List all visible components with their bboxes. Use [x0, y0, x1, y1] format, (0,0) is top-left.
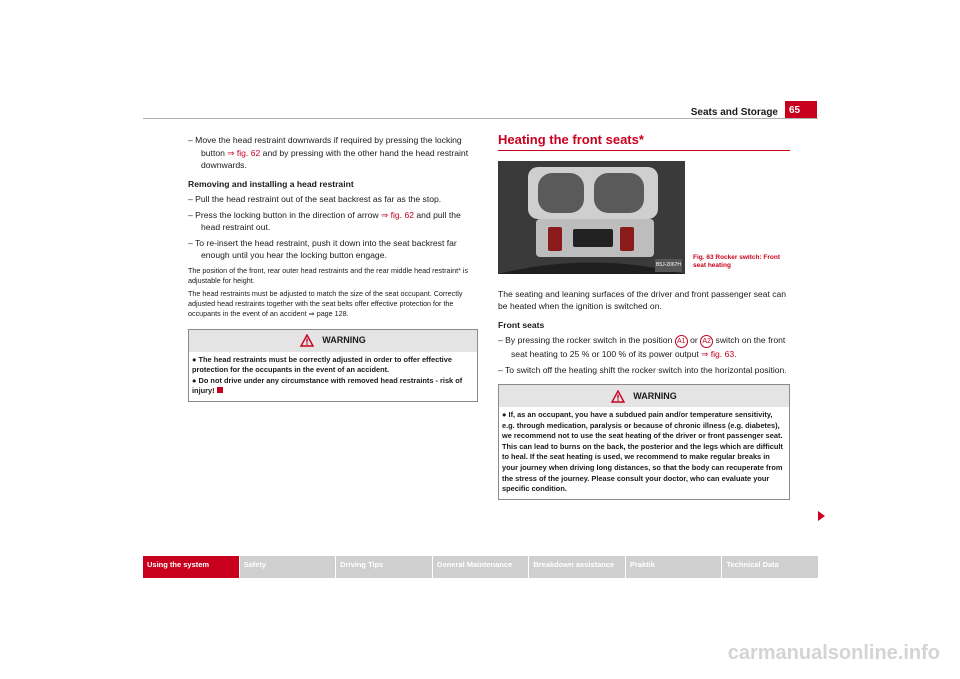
- warning-bullet: ● Do not drive under any circumstance with removed head restraints - risk of injury!: [192, 375, 463, 396]
- intro-paragraph: The seating and leaning surfaces of the driver and front passenger seat can be heated when the ignition is switched on.: [498, 288, 787, 311]
- warning-box: [498, 384, 790, 500]
- instruction-item: – To re-insert the head restraint, push it down into the seat backrest far enough until you hear the locking button engage.: [188, 237, 457, 260]
- tab-using-the-system[interactable]: Using the system: [143, 556, 239, 578]
- note-paragraph: The head restraints must be adjusted to match the size of the seat occupant. Correctly adjusted head restraints together with the seat belts offer effective protection for the occupants in the event of an accident ⇒ page 128.: [188, 288, 463, 318]
- instruction-item: – Pull the head restraint out of the seat backrest as far as the stop.: [188, 194, 442, 204]
- figure-code: B5J-2067H: [655, 259, 682, 272]
- next-page-arrow-icon: [818, 511, 825, 521]
- fig-link[interactable]: ⇒ fig. 63: [701, 349, 735, 359]
- warning-title: WARNING: [322, 335, 366, 346]
- tab-general-maintenance[interactable]: General Maintenance: [432, 556, 529, 578]
- right-column: [498, 134, 790, 500]
- running-header-title: Seats and Storage: [690, 107, 778, 118]
- warning-header: [499, 385, 789, 407]
- fig-link[interactable]: ⇒ fig. 62: [381, 209, 414, 220]
- header-rule: [143, 118, 818, 119]
- warning-triangle-icon: [300, 334, 314, 347]
- instruction-item: – To switch off the heating shift the rocker switch into the horizontal position.: [498, 364, 787, 375]
- tab-safety[interactable]: Safety: [239, 556, 336, 578]
- end-mark-icon: [217, 387, 223, 393]
- instruction-item: – Move the head restraint downwards if required by pressing the locking button ⇒ fig. 62 and by pressing with the other hand the head restraint downwards.: [188, 135, 469, 170]
- section-title: Heating the front seats*: [498, 134, 790, 151]
- page-number: 65: [785, 101, 817, 119]
- subheading: Removing and installing a head restraint: [188, 178, 354, 189]
- warning-triangle-icon: [611, 390, 625, 403]
- figure: [498, 161, 790, 274]
- note-paragraph: The position of the front, rear outer head restraints and the rear middle head restraint* is adjustable for height.: [188, 265, 469, 285]
- tab-praktik[interactable]: Praktik: [625, 556, 722, 578]
- seat-heating-switch-image: [498, 161, 685, 274]
- footer-nav: [143, 556, 818, 578]
- tab-breakdown-assistance[interactable]: Breakdown assistance: [528, 556, 625, 578]
- warning-bullet: ● The head restraints must be correctly adjusted in order to offer effective protection for the occupants in the event of an accident.: [192, 354, 452, 375]
- position-a1-badge: A1: [675, 335, 688, 348]
- left-column: [188, 134, 478, 402]
- warning-header: [189, 330, 477, 352]
- warning-bullet: ● If, as an occupant, you have a subdued pain and/or temperature sensitivity, e.g. through medication, paralysis or because of chronic illness (e.g. diabetes), we recommend not to use the seat heating of the driver or front passenger seat. This can lead to burns on the back, the posterior and the legs which are difficult to heal. If the seat heating is used, we recommend to make regular breaks in your journey when driving long distances, so that the body can recuperate from the stress of the journey. Please consult your doctor, who can evaluate your specific condition.: [502, 410, 783, 494]
- instruction-item: – By pressing the rocker switch in the position A1 or A2 switch on the front seat heating to 25 % or 100 % of its power output ⇒ fig. 63.: [498, 335, 786, 359]
- tab-technical-data[interactable]: Technical Data: [721, 556, 818, 578]
- watermark: carmanualsonline.info: [727, 642, 940, 664]
- tab-driving-tips[interactable]: Driving Tips: [335, 556, 432, 578]
- warning-body: [189, 352, 477, 401]
- warning-box: [188, 329, 478, 402]
- warning-title: WARNING: [633, 390, 677, 401]
- warning-body: [499, 407, 789, 499]
- fig-link[interactable]: ⇒ fig. 62: [227, 147, 261, 158]
- position-a2-badge: A2: [700, 335, 713, 348]
- instruction-item: – Press the locking button in the direction of arrow ⇒ fig. 62 and pull the head restraint out.: [188, 209, 461, 232]
- subheading: Front seats: [498, 319, 545, 330]
- figure-caption: Fig. 63 Rocker switch: Front seat heating: [693, 253, 781, 269]
